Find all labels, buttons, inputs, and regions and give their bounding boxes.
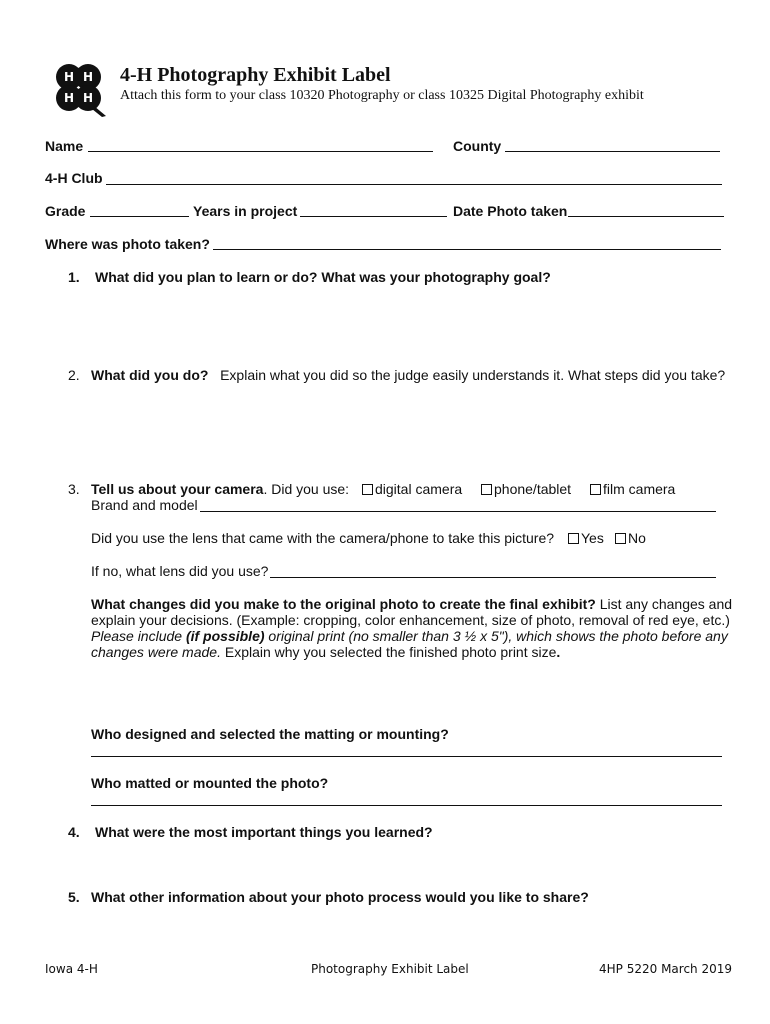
- camera-option-label: film camera: [603, 481, 676, 497]
- changes-line3c: original print (no smaller than 3 ½ x 5"), which shows the photo before any: [264, 628, 728, 644]
- grade-field[interactable]: [90, 216, 189, 217]
- county-label: County: [453, 138, 502, 154]
- checkbox-icon[interactable]: [615, 533, 626, 544]
- club-field[interactable]: [106, 184, 722, 185]
- footer-center: Photography Exhibit Label: [311, 962, 469, 976]
- matted-field[interactable]: [91, 805, 722, 806]
- clover-leaf-letter: H: [82, 91, 94, 105]
- changes-line4c: .: [556, 644, 561, 660]
- changes-line3a: Please include: [91, 628, 186, 644]
- changes-bold: What changes did you make to the original photo to create the final exhibit?: [91, 596, 596, 612]
- brand-model-field[interactable]: [200, 511, 716, 512]
- q5-text: What other information about your photo process would you like to share?: [91, 889, 589, 905]
- changes-line4a: changes were made.: [91, 644, 221, 660]
- club-label: 4-H Club: [45, 170, 103, 186]
- lens-question: Did you use the lens that came with the camera/phone to take this picture?: [91, 530, 555, 546]
- camera-option-label: phone/tablet: [494, 481, 572, 497]
- lens-other-label: If no, what lens did you use?: [91, 563, 269, 579]
- matting-field[interactable]: [91, 756, 722, 757]
- footer-right: 4HP 5220 March 2019: [599, 962, 732, 976]
- 4h-clover-logo: [50, 60, 110, 118]
- matted-label: Who matted or mounted the photo?: [91, 775, 329, 791]
- lens-yes-option[interactable]: [568, 530, 604, 547]
- changes-line-4: [91, 644, 560, 661]
- q3-number: 3.: [68, 481, 80, 497]
- q2-text: [91, 367, 725, 384]
- page-title: 4-H Photography Exhibit Label: [120, 64, 391, 86]
- clover-leaf-letter: H: [63, 70, 75, 84]
- clover-leaf-letter: H: [63, 91, 75, 105]
- where-taken-field[interactable]: [213, 249, 721, 250]
- q3-rest: . Did you use:: [263, 481, 350, 497]
- page-subtitle: Attach this form to your class 10320 Photography or class 10325 Digital Photography exhibit: [120, 88, 644, 103]
- changes-rest: List any changes and: [595, 596, 733, 612]
- q1-text: What did you plan to learn or do? What was your photography goal?: [95, 269, 551, 285]
- county-field[interactable]: [505, 151, 720, 152]
- changes-line4b: Explain why you selected the finished photo print size: [220, 644, 557, 660]
- date-taken-label: Date Photo taken: [453, 203, 568, 219]
- date-taken-field[interactable]: [568, 216, 724, 217]
- q5-number: 5.: [68, 889, 80, 905]
- checkbox-icon[interactable]: [481, 484, 492, 495]
- checkbox-icon[interactable]: [590, 484, 601, 495]
- no-label: No: [628, 530, 646, 546]
- camera-option-phone[interactable]: [481, 481, 571, 498]
- changes-line-1: [91, 596, 732, 613]
- camera-option-label: digital camera: [375, 481, 463, 497]
- q4-number: 4.: [68, 824, 80, 840]
- q2-number: 2.: [68, 367, 80, 383]
- q1-number: 1.: [68, 269, 80, 285]
- brand-model-label: Brand and model: [91, 497, 198, 513]
- years-label: Years in project: [193, 203, 298, 219]
- q4-text: What were the most important things you learned?: [95, 824, 433, 840]
- matting-label: Who designed and selected the matting or mounting?: [91, 726, 449, 742]
- lens-other-field[interactable]: [270, 577, 716, 578]
- name-label: Name: [45, 138, 84, 154]
- camera-option-digital[interactable]: [362, 481, 462, 498]
- grade-label: Grade: [45, 203, 86, 219]
- q3-bold: Tell us about your camera: [91, 481, 264, 497]
- checkbox-icon[interactable]: [568, 533, 579, 544]
- name-field[interactable]: [88, 151, 433, 152]
- changes-line-2: explain your decisions. (Example: cropping, color enhancement, size of photo, removal of red eye, etc.): [91, 612, 730, 628]
- checkbox-icon[interactable]: [362, 484, 373, 495]
- changes-line3b: (if possible): [185, 628, 265, 644]
- yes-label: Yes: [581, 530, 604, 546]
- q2-rest: Explain what you did so the judge easily understands it. What steps did you take?: [220, 367, 726, 383]
- years-field[interactable]: [300, 216, 447, 217]
- q3-text: [91, 481, 349, 498]
- where-taken-label: Where was photo taken?: [45, 236, 210, 252]
- camera-option-film[interactable]: [590, 481, 675, 498]
- lens-no-option[interactable]: [615, 530, 646, 547]
- footer-left: Iowa 4-H: [45, 962, 98, 976]
- q2-bold: What did you do?: [91, 367, 209, 383]
- changes-line-3: [91, 628, 728, 645]
- clover-leaf-letter: H: [82, 70, 94, 84]
